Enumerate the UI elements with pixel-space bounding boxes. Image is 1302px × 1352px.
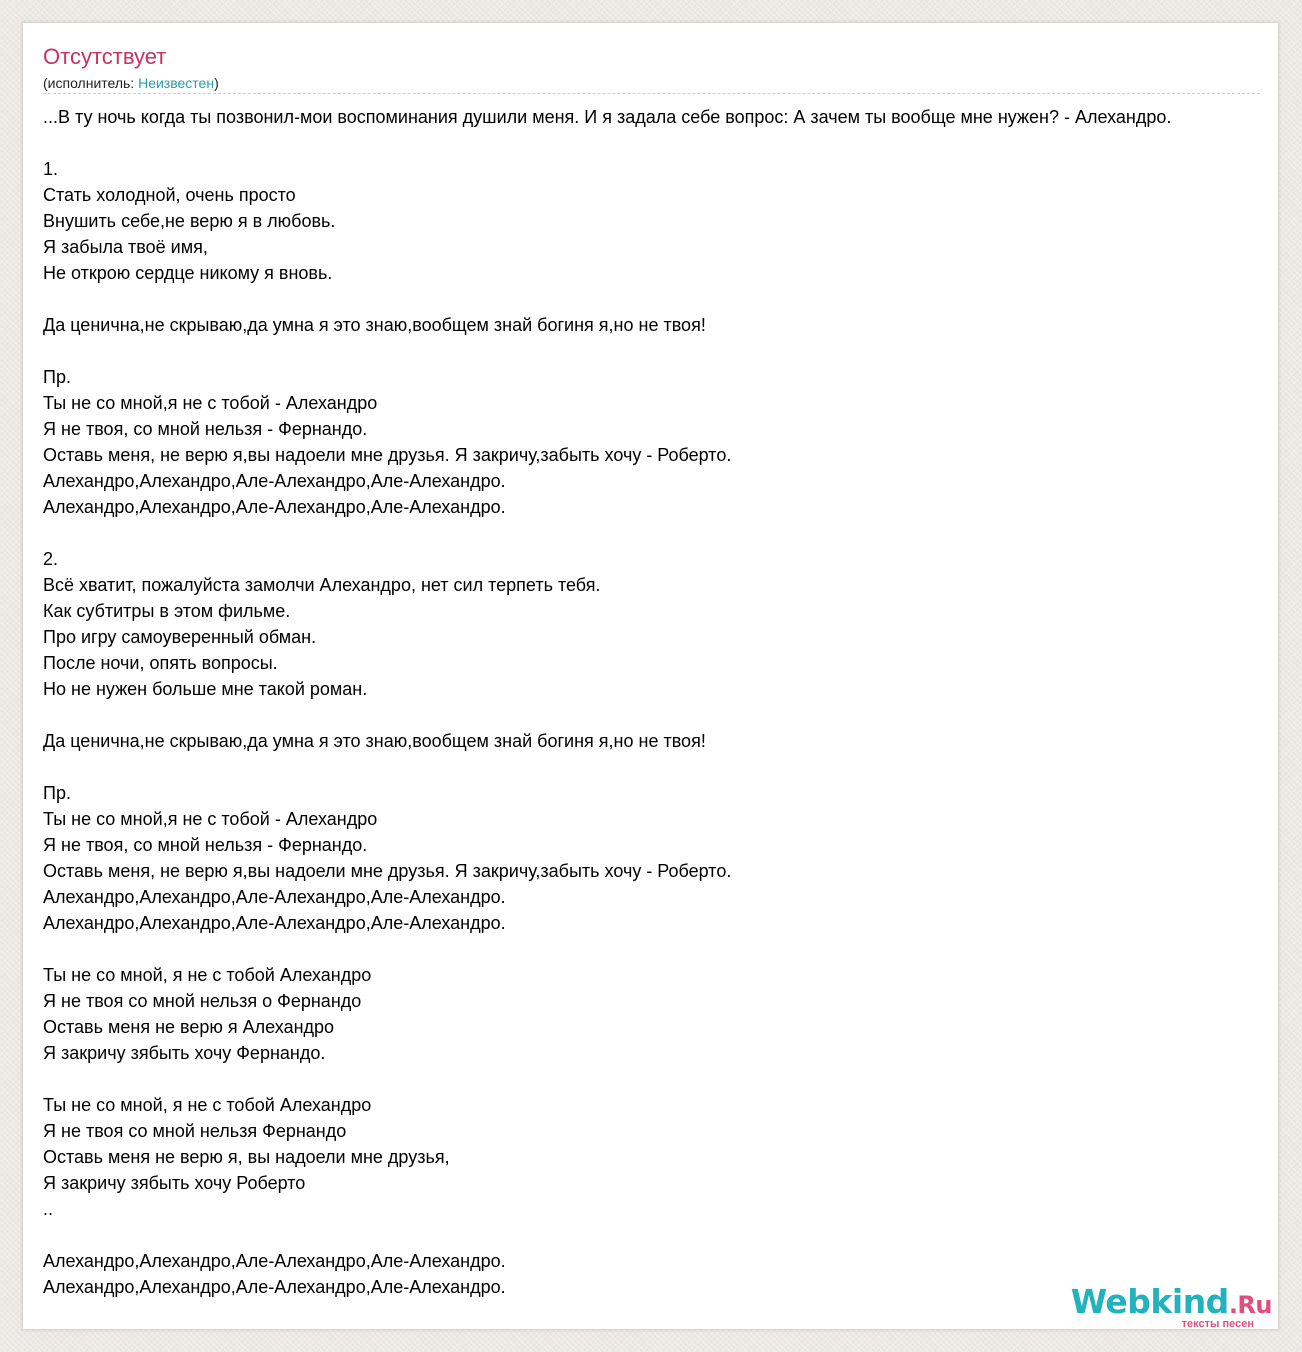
lyric-line: Алехандро,Алехандро,Але-Алехандро,Але-Алехандро.	[43, 913, 506, 933]
logo-tagline: тексты песен	[1181, 1318, 1254, 1330]
lyric-line: Внушить себе,не верю я в любовь.	[43, 211, 336, 231]
lyric-line: Оставь меня не верю я Алехандро	[43, 1017, 335, 1037]
lyric-line: Ты не со мной,я не с тобой - Алехандро	[43, 393, 378, 413]
lyric-line: Ты не со мной, я не с тобой Алехандро	[43, 1095, 372, 1115]
lyric-blank-line	[43, 338, 1171, 364]
lyric-line: Я не твоя, со мной нельзя - Фернандо.	[43, 835, 368, 855]
song-title: Отсутствует	[43, 44, 167, 69]
lyric-blank-line	[43, 1222, 1171, 1248]
lyric-blank-line	[43, 286, 1171, 312]
lyric-line: Я не твоя, со мной нельзя - Фернандо.	[43, 419, 368, 439]
lyric-line: Алехандро,Алехандро,Але-Алехандро,Але-Алехандро.	[43, 497, 506, 517]
artist-link[interactable]: Неизвестен	[138, 75, 215, 91]
lyrics-card	[22, 22, 1279, 1330]
lyric-blank-line	[43, 936, 1171, 962]
lyric-line: 2.	[43, 549, 59, 569]
logo-tld: .Ru	[1228, 1291, 1272, 1319]
artist-prefix: (исполнитель:	[43, 75, 139, 91]
lyric-line: Да ценична,не скрываю,да умна я это знаю,вообщем знай богиня я,но не твоя!	[43, 731, 706, 751]
lyric-blank-line	[43, 1066, 1171, 1092]
lyric-line: Я не твоя со мной нельзя Фернандо	[43, 1121, 347, 1141]
lyric-line: ..	[43, 1199, 54, 1219]
lyric-line: Алехандро,Алехандро,Але-Алехандро,Але-Алехандро.	[43, 471, 506, 491]
lyric-line: Я не твоя со мной нельзя о Фернандо	[43, 991, 362, 1011]
title-divider	[43, 93, 1260, 94]
logo-word: Webkind	[1070, 1282, 1229, 1321]
lyric-blank-line	[43, 702, 1171, 728]
lyric-line: Не открою сердце никому я вновь.	[43, 263, 333, 283]
lyric-line: Оставь меня, не верю я,вы надоели мне друзья. Я закричу,забыть хочу - Роберто.	[43, 861, 732, 881]
lyric-line: Про игру самоуверенный обман.	[43, 627, 317, 647]
lyric-line: Пр.	[43, 783, 71, 803]
site-logo[interactable]	[1070, 1282, 1274, 1330]
lyric-blank-line	[43, 130, 1171, 156]
lyric-line: Да ценична,не скрываю,да умна я это знаю,вообщем знай богиня я,но не твоя!	[43, 315, 706, 335]
lyric-line: Я закричу зябыть хочу Роберто	[43, 1173, 306, 1193]
lyric-line: Я закричу зябыть хочу Фернандо.	[43, 1043, 326, 1063]
lyric-line: Алехандро,Алехандро,Але-Алехандро,Але-Алехандро.	[43, 887, 506, 907]
lyric-line: Стать холодной, очень просто	[43, 185, 296, 205]
lyric-line: Ты не со мной, я не с тобой Алехандро	[43, 965, 372, 985]
lyric-blank-line	[43, 754, 1171, 780]
lyric-line: 1.	[43, 159, 59, 179]
lyric-line: Но не нужен больше мне такой роман.	[43, 679, 368, 699]
lyric-line: Пр.	[43, 367, 71, 387]
lyric-line: Ты не со мной,я не с тобой - Алехандро	[43, 809, 378, 829]
lyric-line: ...В ту ночь когда ты позвонил-мои воспоминания душили меня. И я задала себе вопрос: А зачем ты вообще мне нужен? - Алехандро.	[43, 107, 1172, 127]
lyrics-text	[43, 104, 1171, 1300]
lyric-line: Алехандро,Алехандро,Але-Алехандро,Але-Алехандро.	[43, 1277, 506, 1297]
artist-line	[43, 74, 219, 92]
lyric-blank-line	[43, 520, 1171, 546]
lyric-line: Алехандро,Алехандро,Але-Алехандро,Але-Алехандро.	[43, 1251, 506, 1271]
lyric-line: После ночи, опять вопросы.	[43, 653, 278, 673]
lyric-line: Всё хватит, пожалуйста замолчи Алехандро, нет сил терпеть тебя.	[43, 575, 601, 595]
lyric-line: Как субтитры в этом фильме.	[43, 601, 291, 621]
artist-suffix: )	[214, 75, 219, 91]
lyric-line: Оставь меня не верю я, вы надоели мне друзья,	[43, 1147, 450, 1167]
lyric-line: Я забыла твоё имя,	[43, 237, 208, 257]
lyric-line: Оставь меня, не верю я,вы надоели мне друзья. Я закричу,забыть хочу - Роберто.	[43, 445, 732, 465]
